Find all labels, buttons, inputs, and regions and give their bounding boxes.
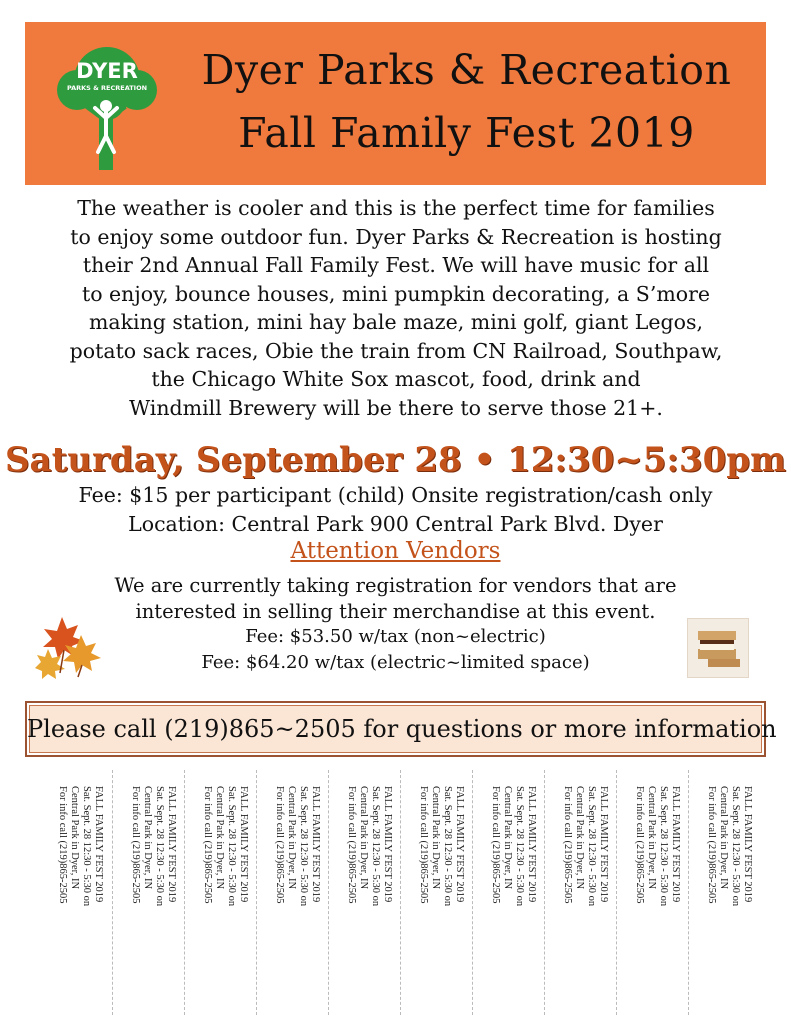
tear-off-line2: Sat. Sept. 28 12:30 - 5:30 on: [298, 786, 309, 907]
tear-off-line1: FALL FAMILY FEST 2019: [742, 786, 753, 903]
intro-line: their 2nd Annual Fall Family Fest. We will have music for all: [82, 253, 710, 277]
tear-off-line1: FALL FAMILY FEST 2019: [238, 786, 249, 903]
event-location: Location: Central Park 900 Central Park Blvd. Dyer: [128, 512, 663, 536]
tear-off-line3: Central Park in Dyer, IN: [574, 786, 585, 890]
vendor-fee-non-electric: Fee: $53.50 w/tax (non~electric): [245, 626, 546, 647]
tear-off-line1: FALL FAMILY FEST 2019: [454, 786, 465, 903]
event-dateline: Saturday, September 28 • 12:30~5:30pm: [5, 440, 786, 480]
contact-callout: [25, 701, 777, 757]
contact-text: Please call (219)865~2505 for questions or more information: [27, 715, 777, 743]
tear-off-tab[interactable]: [688, 770, 758, 1015]
tear-off-tab[interactable]: [40, 770, 110, 1015]
smores-image: [687, 618, 749, 678]
tear-off-line3: Central Park in Dyer, IN: [214, 786, 225, 890]
dyer-parks-logo: [47, 40, 167, 175]
tear-off-line2: Sat. Sept. 28 12:30 - 5:30 on: [442, 786, 453, 907]
tear-off-line1: FALL FAMILY FEST 2019: [526, 786, 537, 903]
tear-off-line4: For info call (219)865-2505: [57, 786, 68, 904]
tear-off-tab[interactable]: [256, 770, 326, 1015]
tear-off-tab-text: [477, 786, 537, 1006]
tear-off-tab-text: [621, 786, 681, 1006]
tear-off-tabs: [40, 770, 760, 1015]
tear-off-tab-text: [44, 786, 104, 1006]
tear-off-tab[interactable]: [544, 770, 614, 1015]
tear-off-line2: Sat. Sept. 28 12:30 - 5:30 on: [586, 786, 597, 907]
tear-off-line4: For info call (219)865-2505: [346, 786, 357, 904]
autumn-leaves-image: [34, 613, 106, 681]
tear-off-tab[interactable]: [328, 770, 398, 1015]
tear-off-line2: Sat. Sept. 28 12:30 - 5:30 on: [154, 786, 165, 907]
tear-off-line3: Central Park in Dyer, IN: [502, 786, 513, 890]
title-line-1: Dyer Parks & Recreation: [201, 46, 732, 94]
vendors-heading: Attention Vendors: [290, 538, 501, 564]
intro-line: potato sack races, Obie the train from CN Railroad, Southpaw,: [69, 338, 723, 363]
tear-off-tab-text: [405, 786, 465, 1006]
tear-off-tab-text: [693, 786, 753, 1006]
tear-off-tab-text: [117, 786, 177, 1006]
tear-off-line4: For info call (219)865-2505: [274, 786, 285, 904]
tear-off-line2: Sat. Sept. 28 12:30 - 5:30 on: [514, 786, 525, 907]
vendor-fee-electric: Fee: $64.20 w/tax (electric~limited space): [201, 652, 590, 673]
tear-off-tab-text: [261, 786, 321, 1006]
intro-line: the Chicago White Sox mascot, food, drink and: [151, 367, 641, 391]
vendors-line: We are currently taking registration for vendors that are: [114, 574, 677, 597]
tear-off-line3: Central Park in Dyer, IN: [718, 786, 729, 890]
tear-off-tab[interactable]: [472, 770, 542, 1015]
tear-off-tab[interactable]: [400, 770, 470, 1015]
tear-off-tab[interactable]: [184, 770, 254, 1015]
tear-off-line2: Sat. Sept. 28 12:30 - 5:30 on: [226, 786, 237, 907]
tear-off-line1: FALL FAMILY FEST 2019: [382, 786, 393, 903]
tear-off-line4: For info call (219)865-2505: [130, 786, 141, 904]
tear-off-line2: Sat. Sept. 28 12:30 - 5:30 on: [370, 786, 381, 907]
tear-off-line3: Central Park in Dyer, IN: [142, 786, 153, 890]
vendors-line: interested in selling their merchandise at this event.: [135, 600, 656, 623]
tear-off-line3: Central Park in Dyer, IN: [286, 786, 297, 890]
header-banner: [25, 22, 766, 185]
intro-line: making station, mini hay bale maze, mini golf, giant Legos,: [88, 310, 704, 334]
tear-off-line2: Sat. Sept. 28 12:30 - 5:30 on: [730, 786, 741, 907]
tear-off-line4: For info call (219)865-2505: [562, 786, 573, 904]
tear-off-line2: Sat. Sept. 28 12:30 - 5:30 on: [658, 786, 669, 907]
tear-off-line4: For info call (219)865-2505: [202, 786, 213, 904]
intro-line: Windmill Brewery will be there to serve those 21+.: [129, 395, 663, 420]
intro-line: The weather is cooler and this is the perfect time for families: [77, 196, 715, 220]
event-fee: Fee: $15 per participant (child) Onsite registration/cash only: [78, 483, 713, 507]
tear-off-line3: Central Park in Dyer, IN: [646, 786, 657, 890]
intro-paragraph: [26, 194, 766, 422]
tear-off-tab[interactable]: [616, 770, 686, 1015]
tear-off-line3: Central Park in Dyer, IN: [430, 786, 441, 890]
tear-off-line3: Central Park in Dyer, IN: [358, 786, 369, 890]
intro-line: to enjoy, bounce houses, mini pumpkin decorating, a S’more: [81, 281, 711, 306]
tear-off-tab-text: [333, 786, 393, 1006]
tear-off-tab-text: [549, 786, 609, 1006]
tear-off-line4: For info call (219)865-2505: [490, 786, 501, 904]
tear-off-line4: For info call (219)865-2505: [706, 786, 717, 904]
tear-off-tab[interactable]: [112, 770, 182, 1015]
tear-off-line2: Sat. Sept. 28 12:30 - 5:30 on: [81, 786, 92, 907]
logo-subtext: PARKS & RECREATION: [66, 84, 148, 92]
tear-off-line4: For info call (219)865-2505: [634, 786, 645, 904]
tear-off-line1: FALL FAMILY FEST 2019: [93, 786, 104, 903]
tear-off-line4: For info call (219)865-2505: [418, 786, 429, 904]
tear-off-line1: FALL FAMILY FEST 2019: [598, 786, 609, 903]
intro-line: to enjoy some outdoor fun. Dyer Parks & Recreation is hosting: [70, 224, 722, 249]
logo-text: DYER: [76, 59, 138, 83]
tear-off-line1: FALL FAMILY FEST 2019: [310, 786, 321, 903]
tear-off-tab-text: [189, 786, 249, 1006]
tear-off-line3: Central Park in Dyer, IN: [69, 786, 80, 890]
title-line-2: Fall Family Fest 2019: [238, 109, 695, 157]
tear-off-line1: FALL FAMILY FEST 2019: [166, 786, 177, 903]
tear-off-line1: FALL FAMILY FEST 2019: [670, 786, 681, 903]
